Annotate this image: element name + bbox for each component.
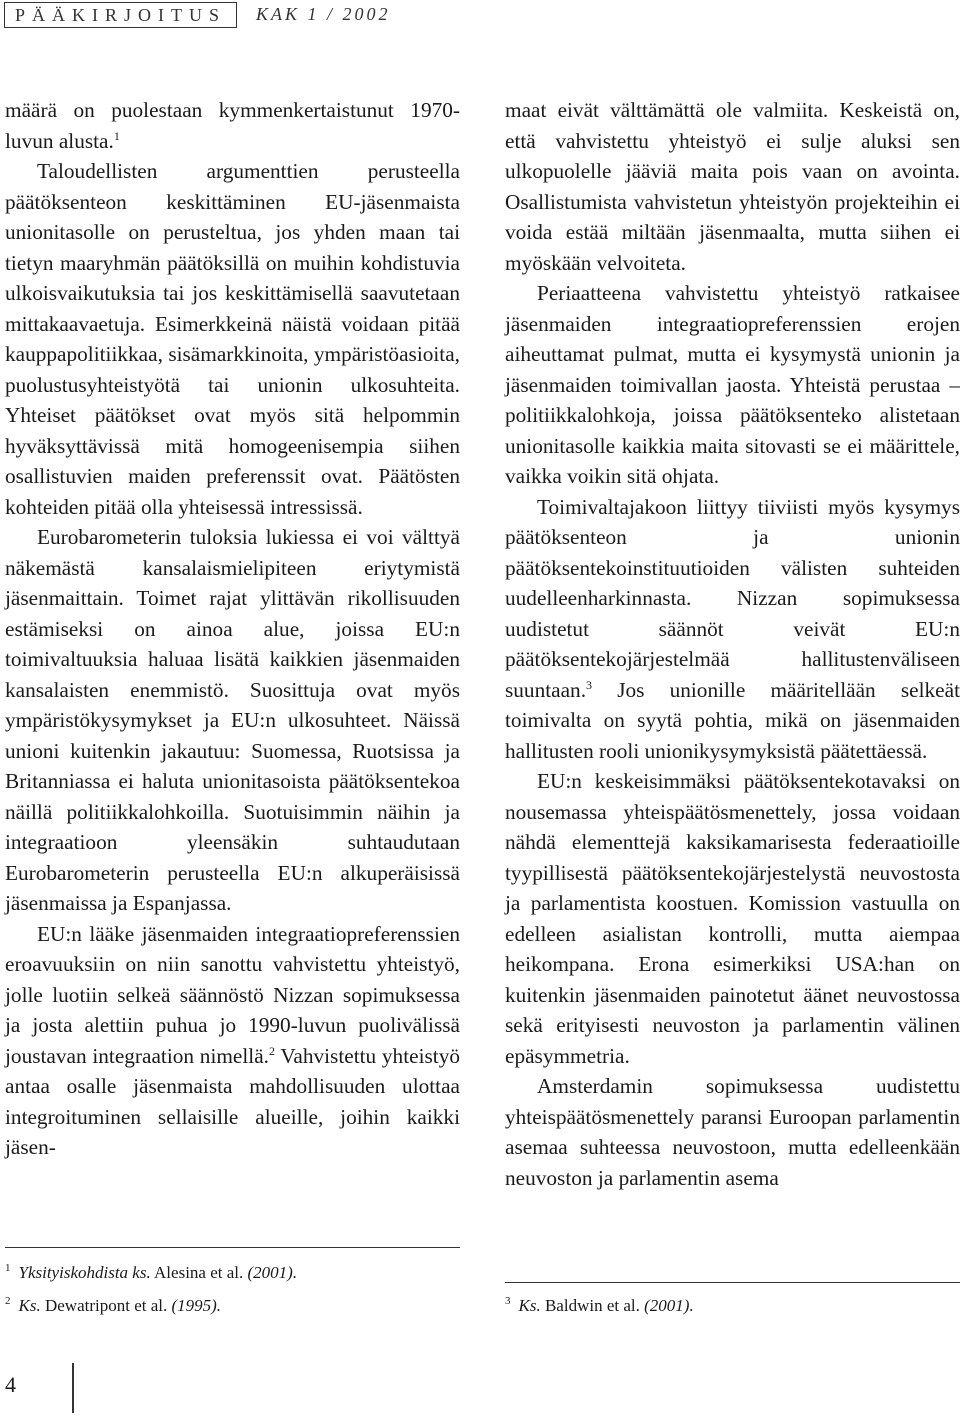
page-number: 4 [5, 1372, 16, 1397]
footnote-3: $^3$ Ks. Baldwin et al. (2001). [505, 1295, 694, 1315]
footnote-divider [505, 1282, 960, 1283]
paragraph: maat eivät välttämättä ole valmiita. Keskeistä on, että vahvistettu yhteistyö ei sulje aluksi sen ulkopuolelle jääviä maita pois vaan on avointa. Osallistumista vahvistetun yhteistyön projekteihin ei voida estää miltään jäsenmaalta, mutta siihen ei myöskään velvoiteta. [505, 98, 960, 275]
section-title: PÄÄKIRJOITUS [14, 4, 226, 25]
issue-label: KAK 1 / 2002 [256, 4, 391, 24]
footnote-ref: 3 [586, 677, 593, 692]
footnote-divider [5, 1247, 460, 1248]
paragraph: EU:n lääke jäsenmaiden integraatiopreferenssien eroavuuksiin on niin sanottu vahvistettu yhteistyö, jolle luotiin selkeä säännöstö Nizzan sopimuksessa ja josta alettiin puhua jo 1990-luvun puolivälissä joustavan integraation nimellä.$^2$ Vahvistettu yhteistyö antaa osalle jäsenmaista mahdollisuuden ulottaa integroituminen sellaisille alueille, joihin kaikki jäsen- [5, 921, 460, 1159]
paragraph: Taloudellisten argumenttien perusteella päätöksenteon keskittäminen EU-jäsenmaista unionitasolle on perusteltua, jos yhden maan tai tietyn maaryhmän päätöksillä on muihin kohdistuvia ulkoisvaikutuksia tai jos keskittämisellä saavutetaan mittakaavaetuja. Esimerkkeinä näistä voidaan pitää kauppapolitiikkaa, sisämarkkinoita, ympäristöasioita, puolustusyhteistyötä tai unionin ulkosuhteita. Yhteiset päätökset ovat myös sitä helpommin hyväksyttävissä mitä homogeenisempia siihen osallistuvien maiden preferenssit ovat. Päätösten kohteiden pitää olla yhteisessä intressissä. [5, 159, 460, 519]
footnote-ref: 2 [269, 1043, 275, 1058]
footnote-2: $^2$ Ks. Dewatripont et al. (1995). [5, 1295, 222, 1315]
paragraph: Periaatteena vahvistettu yhteistyö ratkaisee jäsenmaiden integraatiopreferenssien erojen aiheuttamat pulmat, mutta ei kysymystä unionin ja jäsenmaiden toimivallan jaosta. Yhteistä perustaa – politiikkalohkoja, joissa päätöksenteko alistetaan unionitasolle kaikkia maita sitovasti se ei määrittele, vaikka voikin sitä ohjata. [505, 281, 960, 488]
left-column [5, 95, 460, 1163]
footnote-1: $^1$ Yksityiskohdista ks. Alesina et al. (2001). [5, 1262, 298, 1282]
right-column [505, 95, 960, 1193]
footnote-ref: 1 [113, 128, 120, 143]
paragraph: Toimivaltajakoon liittyy tiiviisti myös kysymys päätöksenteon ja unionin päätöksentekoinstituutioiden välisten suhteiden uudelleenharkinnasta. Nizzan sopimuksessa uudistetut säännöt veivät EU:n päätöksentekojärjestelmää hallitustenväliseen suuntaan.$^3$ Jos unionille määritellään selkeät toimivalta on syytä pohtia, mikä on jäsenmaiden hallitusten rooli unionikysymyksistä päätettäessä. [505, 494, 960, 763]
paragraph: Amsterdamin sopimuksessa uudistettu yhteispäätösmenettely paransi Euroopan parlamentin asemaa suhteessa neuvostoon, mutta edelleenkään neuvoston ja parlamentin asema [505, 1074, 960, 1190]
paragraph: Eurobarometerin tuloksia lukiessa ei voi välttyä näkemästä kansalaismielipiteen eriytymistä jäsenmaittain. Toimet rajat ylittävän rikollisuuden estämiseksi on ainoa alue, joissa EU:n toimivaltuuksia haluaa lisätä kaikkien jäsenmaiden kansalaisten enemmistö. Suosittuja ovat myös ympäristökysymykset ja EU:n ulkosuhteet. Näissä unioni kuitenkin jakautuu: Suomessa, Ruotsissa ja Britanniassa ei haluta unionitasoista päätöksentekoa näillä politiikkalohkoilla. Suotuisimmin näihin ja integraatioon yleensäkin suhtaudutaan Eurobarometerin perusteella EU:n alkuperäisissä jäsenmaissa ja Espanjassa. [5, 525, 460, 915]
paragraph: EU:n keskeisimmäksi päätöksentekotavaksi on nousemassa yhteispäätösmenettely, jossa voidaan nähdä elementtejä kaksikamarisesta federaatioille tyypillisestä päätöksentekojärjestelystä neuvostosta ja parlamentista koostuen. Komission vastuulla on edelleen asialistan kontrolli, mutta aiempaa heikompana. Erona esimerkiksi USA:han on kuitenkin jäsenmaiden painotetut äänet neuvostossa sekä erityisesti neuvoston ja parlamentin välinen epäsymmetria. [505, 769, 960, 1068]
page-divider [72, 1363, 74, 1413]
section-header [4, 2, 237, 28]
paragraph: määrä on puolestaan kymmenkertaistunut 1970-luvun alusta.$^1$ [5, 98, 460, 153]
